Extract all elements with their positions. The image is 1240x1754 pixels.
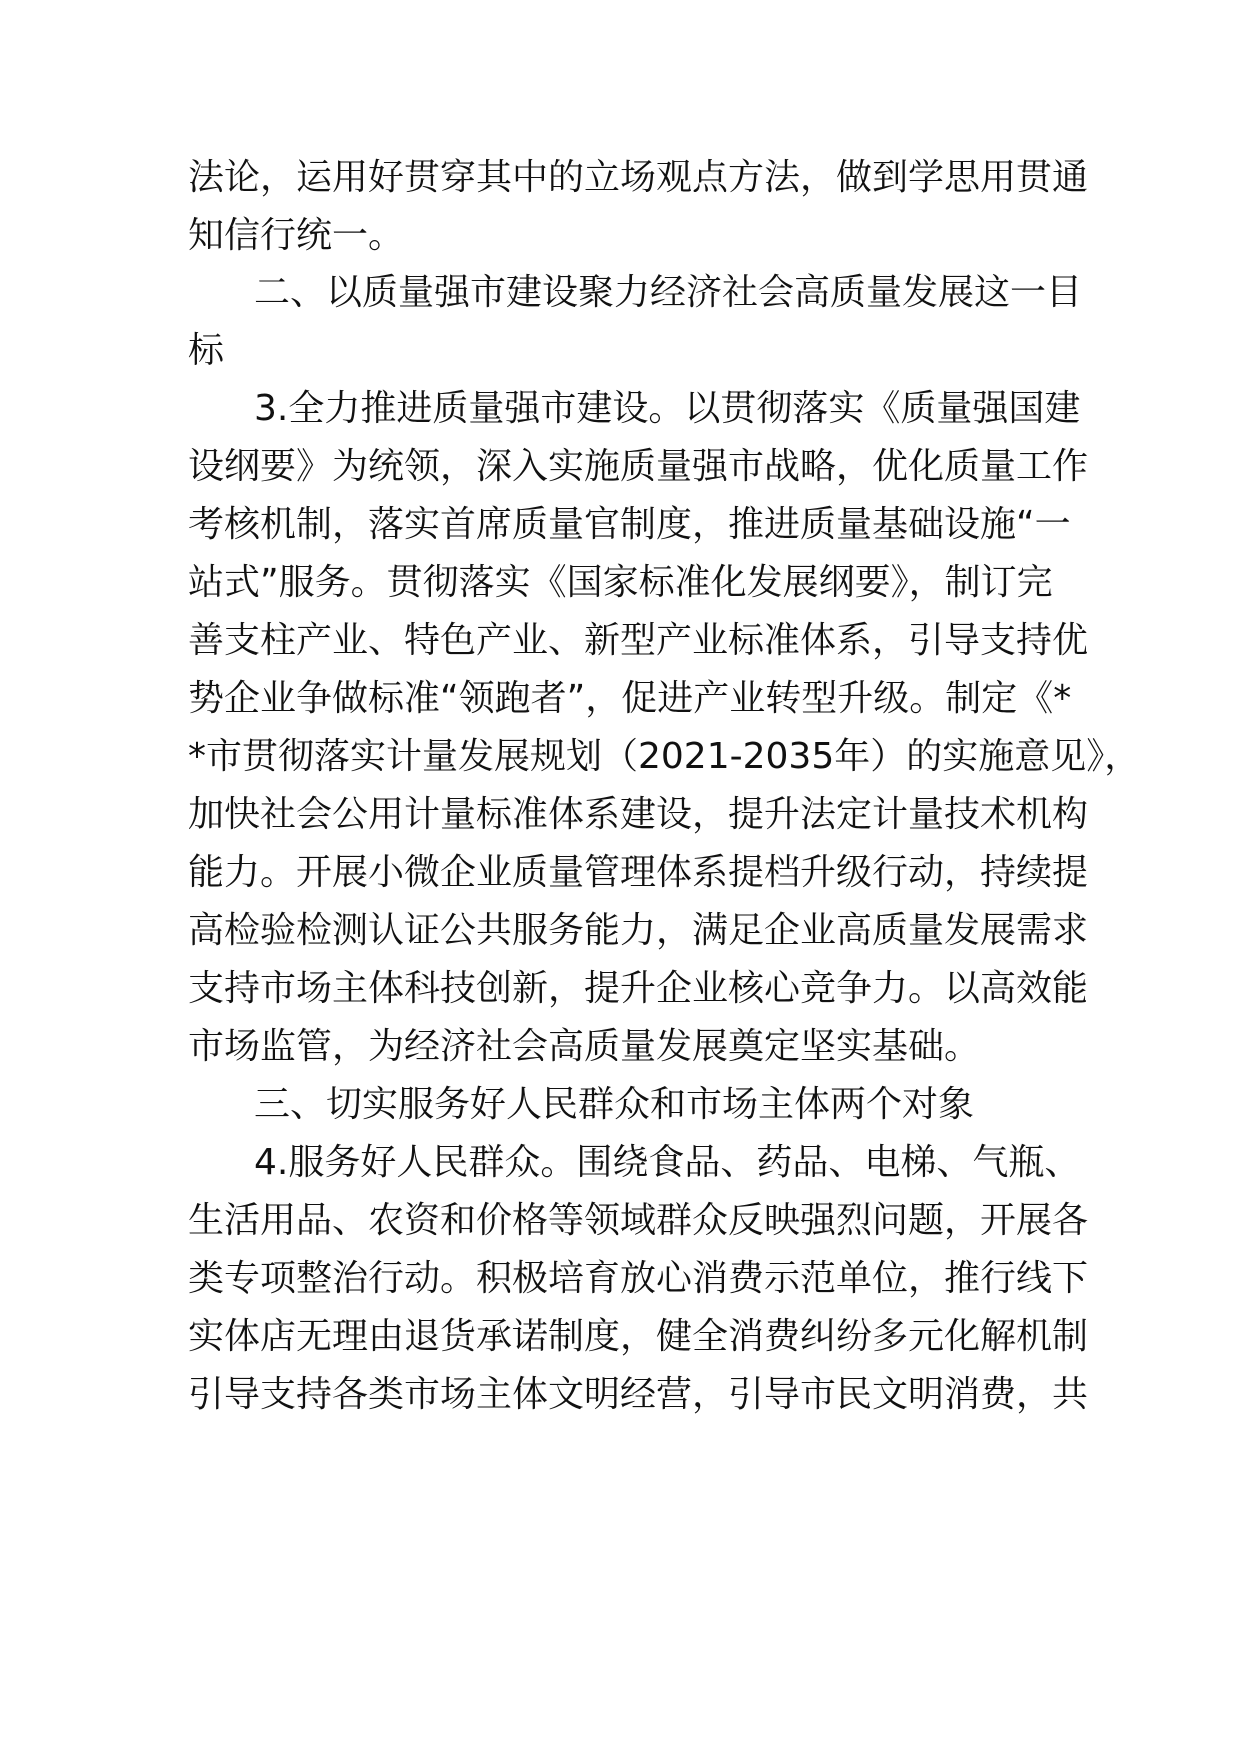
text-line: 引导支持各类市场主体文明经营，引导市民文明消费，共 [188, 1374, 1089, 1415]
text-line: 市场监管，为经济社会高质量发展奠定坚实基础。 [188, 1026, 981, 1067]
text-line: 实体店无理由退货承诺制度，健全消费纠纷多元化解机制 [188, 1316, 1089, 1357]
text-line: 4.服务好人民群众。围绕食品、药品、电梯、气瓶、 [254, 1142, 1081, 1183]
section-heading: 标 [188, 330, 225, 371]
text-line: 支持市场主体科技创新，提升企业核心竞争力。以高效能 [188, 968, 1089, 1009]
text-line: 知信行统一。 [188, 215, 405, 256]
text-line: 站式”服务。贯彻落实《国家标准化发展纲要》，制订完 [188, 562, 1053, 603]
text-line: 势企业争做标准“领跑者”，促进产业转型升级。制定《* [188, 678, 1072, 719]
text-line: 能力。开展小微企业质量管理体系提档升级行动，持续提 [188, 852, 1089, 893]
section-heading: 三、切实服务好人民群众和市场主体两个对象 [254, 1084, 975, 1125]
text-line: *市贯彻落实计量发展规划（2021-2035年）的实施意见》， [188, 736, 1141, 777]
text-line: 法论，运用好贯穿其中的立场观点方法，做到学思用贯通 [188, 157, 1089, 198]
text-line: 考核机制，落实首席质量官制度，推进质量基础设施“一 [188, 504, 1071, 545]
text-line: 善支柱产业、特色产业、新型产业标准体系，引导支持优 [188, 620, 1089, 661]
text-line: 类专项整治行动。积极培育放心消费示范单位，推行线下 [188, 1258, 1089, 1299]
text-line: 设纲要》为统领，深入实施质量强市战略，优化质量工作 [188, 446, 1089, 487]
text-line: 生活用品、农资和价格等领域群众反映强烈问题，开展各 [188, 1200, 1089, 1241]
text-line: 3.全力推进质量强市建设。以贯彻落实《质量强国建 [254, 388, 1081, 429]
text-line: 加快社会公用计量标准体系建设，提升法定计量技术机构 [188, 794, 1089, 835]
section-heading: 二、以质量强市建设聚力经济社会高质量发展这一目 [254, 272, 1083, 313]
text-line: 高检验检测认证公共服务能力，满足企业高质量发展需求 [188, 910, 1089, 951]
